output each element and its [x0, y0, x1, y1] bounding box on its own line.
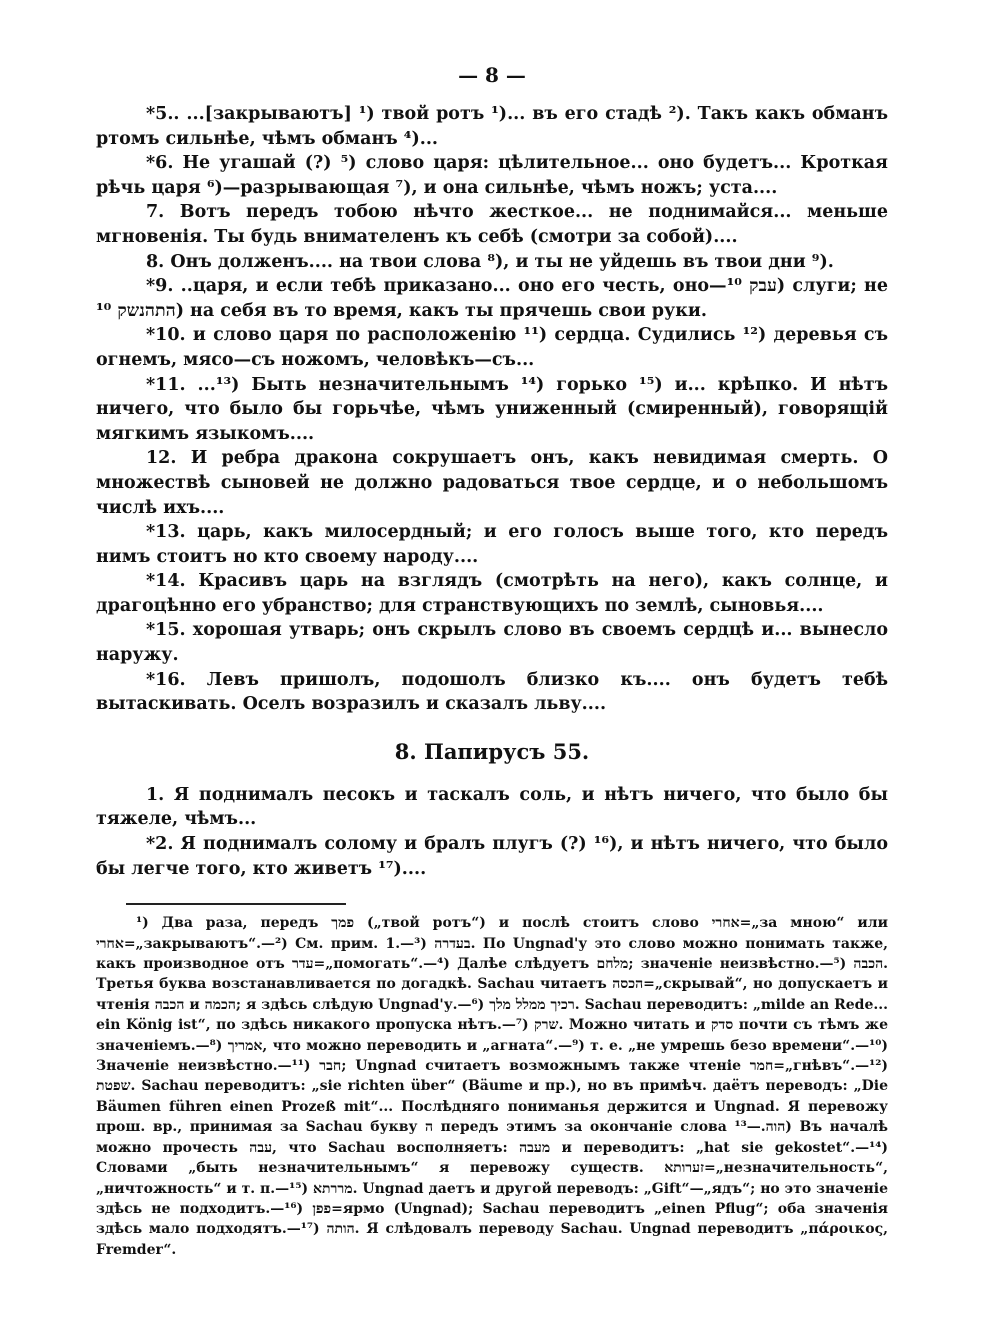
paragraph: *15. хорошая утварь; онъ скрылъ слово въ своемъ сердцѣ и... вынесло наружу.	[96, 620, 888, 666]
paragraph: *14. Красивъ царь на взглядъ (смотрѣть на него), какъ солнце, и драгоцѣнно его убранство; для странствующихъ по землѣ, сыновья....	[96, 571, 888, 616]
paragraph: *11. ...¹³) Быть незначительнымъ ¹⁴) горько ¹⁵) и... крѣпко. И нѣтъ ничего, что было бы горьчѣе, чѣмъ униженный (смиренный), говорящій мягкимъ языкомъ....	[96, 374, 888, 444]
paragraph: *16. Левъ пришолъ, подошолъ близко къ.... онъ будетъ тебѣ вытаскивать. Оселъ возразилъ и сказалъ льву....	[96, 669, 888, 715]
footnote-divider	[126, 903, 346, 905]
section-paragraph: *2. Я поднималъ солому и бралъ плугъ (?) ¹⁶), и нѣтъ ничего, что было бы легче того, кто живетъ ¹⁷)....	[96, 834, 888, 879]
section-heading: 8. Папирусъ 55.	[394, 738, 590, 764]
footnotes: ¹) Два раза, передъ פמך („твой ротъ“) и послѣ стоитъ слово אחרי=„за мною“ или אחרי=„закрываютъ“.—²) См. прим. 1.—³) בעדרה. По Ungnad'у это слово можно понимать также, какъ производное отъ עדר=„помогать“.—⁴) Далѣе слѣдуетъ מלחם; значеніе неизвѣстно.—⁵) הכבה. Третья буква возстанавливается по догадкѣ. Sachau читаетъ הכסה=„скрывай“, но допускаетъ и чтенія הכבה и הכמה; я здѣсь слѣдую Ungnad'у.—⁶) רכיך ממלל מלך. Sachau переводитъ: „milde an Rede... ein König ist“, по здѣсь никакого пропуска нѣтъ.—⁷) שרק. Можно читать и סדק почти съ тѣмъ же значеніемъ.—⁸) אמריך, что можно переводить и „агната“.—⁹) т. е. „не умрешь безо времени“.—¹⁰) Значеніе неизвѣстно.—¹¹) חבר; Ungnad считаетъ возможнымъ также чтеніе חמר=„гнѣвъ“.—¹²) שפטת. Sachau переводитъ: „sie richten über“ (Bäume и пр.), но въ примѣч. даётъ переводъ: „Die Bäumen führen einen Prozeß mit“... Послѣдняго пониманья держится и Ungnad. Я перевожу прош. вр., принимая за Sachau букву ה передъ этимъ за окончаніе слова הוה.—¹³) Въ началѣ можно прочесть עבה, что Sachau восполняетъ: מעבה и переводитъ: „hat sie gekostet“.—¹⁴) Словами „быть незначительнымъ“ я перевожу существ. זערותא=„незначительность“, „ничтожность“ и т. п.—¹⁵) מררתא. Ungnad даетъ и другой переводъ: „Gift“—„ядъ“; но это значеніе здѣсь не подходитъ.—¹⁶) פפן=ярмо (Ungnad); Sachau переводитъ „einen Pflug“; оба значенія здѣсь мало подходятъ.—¹⁷) הותה. Я слѣдовалъ переводу Sachau. Ungnad переводитъ „πάροικος, Fremder“.	[96, 915, 889, 1258]
paragraph: 8. Онъ долженъ.... на твои слова ⁸), и ты не уйдешь въ твои дни ⁹).	[146, 251, 834, 272]
paragraph: 12. И ребра дракона сокрушаетъ онъ, какъ невидимая смерть. О множествѣ сыновей не должно радоваться твое сердце, и о небольшомъ числѣ ихъ....	[96, 448, 888, 518]
page-number: — 8 —	[458, 63, 526, 87]
paragraph: 7. Вотъ передъ тобою нѣчто жесткое... не поднимайся... меньше мгновенія. Ты будь внимателенъ къ себѣ (смотри за собой)....	[96, 202, 888, 247]
paragraph: *5.. ...[закрываютъ] ¹) твой ротъ ¹)... въ его стадѣ ²). Такъ какъ обманъ ртомъ сильнѣе, чѣмъ обманъ ⁴)...	[96, 104, 888, 149]
paragraph: *13. царь, какъ милосердный; и его голосъ выше того, кто передъ нимъ стоитъ но кто своему народу....	[96, 522, 888, 567]
paragraph: *6. Не угашай (?) ⁵) слово царя: цѣлительное... оно будетъ... Кроткая рѣчь царя ⁶)—разрывающая ⁷), и она сильнѣе, чѣмъ ножъ; уста....	[96, 153, 888, 198]
paragraph: *10. и слово царя по расположенію ¹¹) сердца. Судились ¹²) деревья съ огнемъ, мясо—съ ножомъ, человѣкъ—съ...	[96, 325, 888, 370]
paragraph: *9. ..царя, и если тебѣ приказано... оно его честь, оно—עבק ¹⁰) слуги; не התהנשק ¹⁰) на себя въ то время, какъ ты прячешь свои руки.	[96, 276, 888, 321]
section-paragraph: 1. Я поднималъ песокъ и таскалъ соль, и нѣтъ ничего, что было бы тяжеле, чѣмъ...	[96, 784, 888, 830]
